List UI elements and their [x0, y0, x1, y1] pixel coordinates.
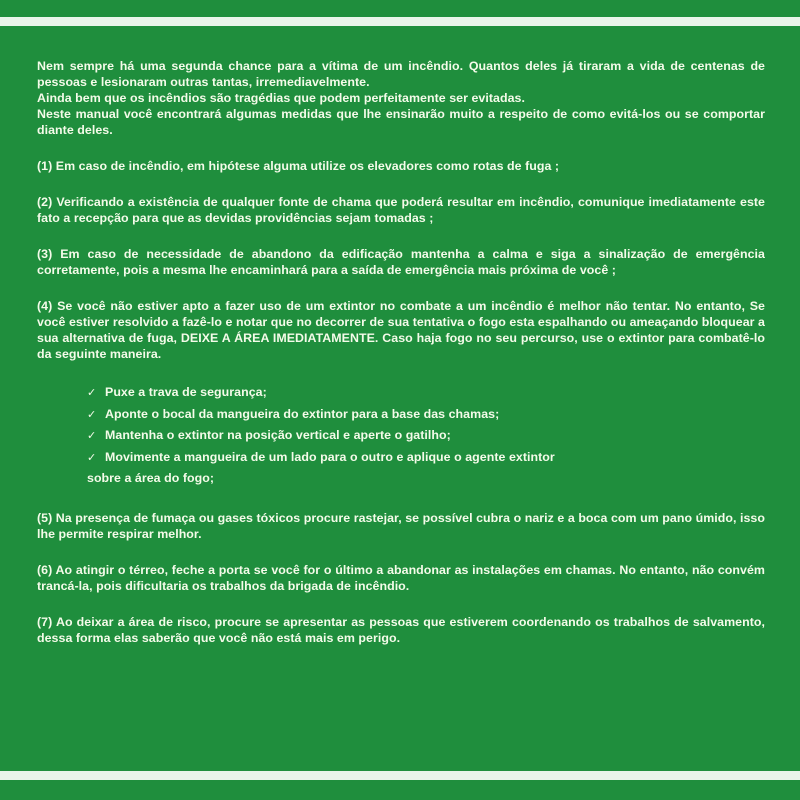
intro-block [37, 58, 765, 138]
check-icon: ✓ [87, 407, 97, 421]
item-5: (5) Na presença de fumaça ou gases tóxicos procure rastejar, se possível cubra o nariz e a boca com um pano úmido, isso lhe permite respirar melhor. [37, 510, 765, 541]
intro-text-1: Nem sempre há uma segunda chance para a vítima de um incêndio. Quantos deles já tiraram a vida de centenas de pessoas e lesionaram outras tantas, irremediavelmente. [37, 59, 765, 89]
checklist-item [87, 404, 765, 426]
checklist-item-text: Aponte o bocal da mangueira do extintor para a base das chamas; [105, 406, 500, 421]
top-border-stripe [0, 17, 800, 26]
item-2: (2) Verificando a existência de qualquer fonte de chama que poderá resultar em incêndio, comunique imediatamente este fato a recepção para que as devidas providências sejam tomadas ; [37, 195, 765, 225]
checklist-item-continuation: sobre a área do fogo; [87, 471, 215, 486]
bottom-border-stripe [0, 771, 800, 780]
checklist-item [87, 447, 765, 490]
item-3: (3) Em caso de necessidade de abandono da edificação mantenha a calma e siga a sinalização de emergência corretamente, pois a mesma lhe encaminhará para a saída de emergência mais próxima de você ; [37, 247, 765, 277]
item-1: (1) Em caso de incêndio, em hipótese alguma utilize os elevadores como rotas de fuga ; [37, 159, 560, 173]
sign-content [37, 58, 765, 666]
checklist-item-text: Movimente a mangueira de um lado para o outro e aplique o agente extintor [105, 449, 555, 464]
check-icon: ✓ [87, 450, 97, 464]
intro-text-3: Neste manual você encontrará algumas medidas que lhe ensinarão muito a respeito de como evitá-los ou se comportar diante deles. [37, 107, 765, 137]
intro-text-2: Ainda bem que os incêndios são tragédias que podem perfeitamente ser evitadas. [37, 91, 525, 105]
checklist-item-text: Mantenha o extintor na posição vertical e aperte o gatilho; [105, 428, 451, 443]
extinguisher-checklist [37, 382, 765, 490]
item-6: (6) Ao atingir o térreo, feche a porta se você for o último a abandonar as instalações em chamas. No entanto, não convém trancá-la, pois dificultaria os trabalhos da brigada de incêndio. [37, 562, 765, 593]
item-7: (7) Ao deixar a área de risco, procure se apresentar as pessoas que estiverem coordenando os trabalhos de salvamento, dessa forma elas saberão que você não está mais em perigo. [37, 614, 765, 645]
checklist-item [87, 425, 765, 447]
item-4: (4) Se você não estiver apto a fazer uso de um extintor no combate a um incêndio é melhor não tentar. No entanto, Se você estiver resolvido a fazê-lo e notar que no decorrer de sua tentativa o fogo esta espalhando ou ameaçando bloquear a sua alternativa de fuga, DEIXE A ÁREA IMEDIATAMENTE. Caso haja fogo no seu percurso, use o extintor para combatê-lo da seguinte maneira. [37, 299, 765, 361]
checklist-item-text: Puxe a trava de segurança; [105, 385, 267, 399]
check-icon: ✓ [87, 386, 97, 399]
check-icon: ✓ [87, 429, 97, 443]
checklist-item [87, 382, 765, 404]
